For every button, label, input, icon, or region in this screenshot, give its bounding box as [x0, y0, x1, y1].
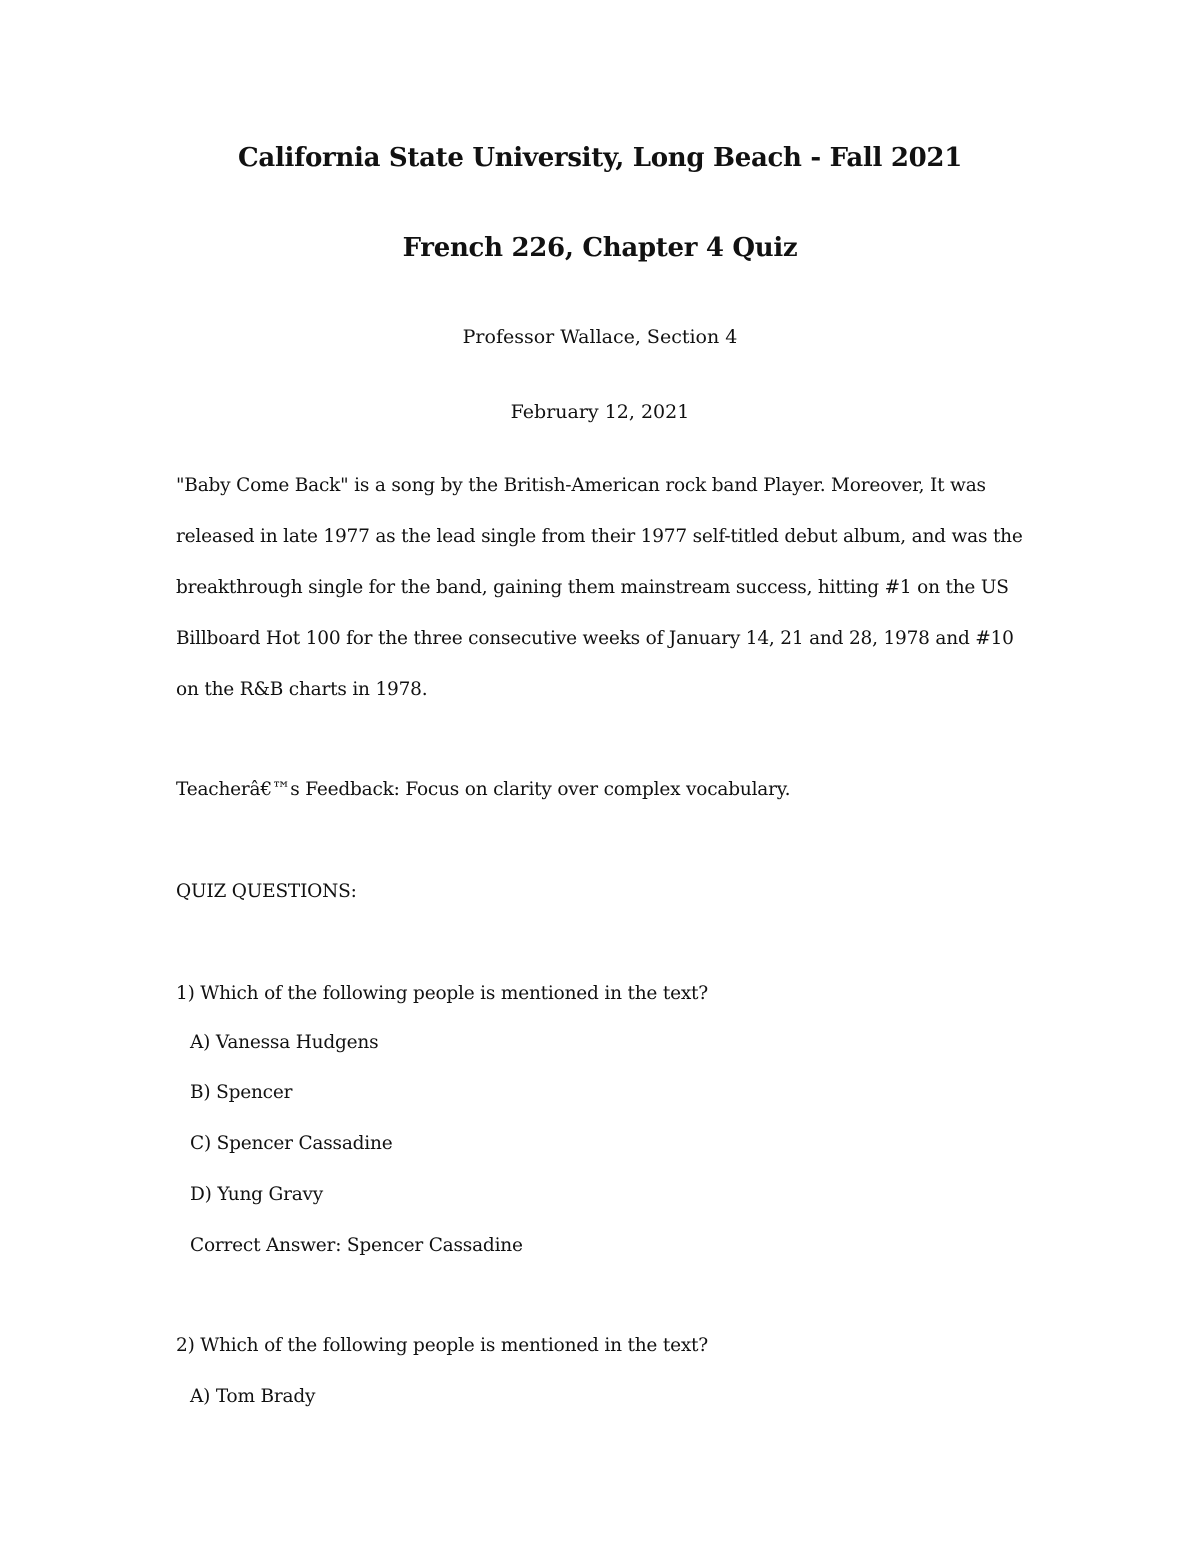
answer-option: D) Yung Gravy: [190, 1184, 324, 1205]
correct-answer: Correct Answer: Spencer Cassadine: [190, 1235, 523, 1256]
question-prompt: 1) Which of the following people is mentioned in the text?: [176, 983, 709, 1004]
teacher-feedback: Teacherâ€™s Feedback: Focus on clarity over complex vocabulary.: [176, 779, 791, 800]
quiz-date: February 12, 2021: [510, 401, 690, 423]
professor-line: Professor Wallace, Section 4: [462, 326, 738, 348]
passage-line: released in late 1977 as the lead single from their 1977 self-titled debut album, and was the: [176, 526, 1023, 547]
passage-line: "Baby Come Back" is a song by the British-American rock band Player. Moreover, It was: [176, 475, 986, 496]
quiz-title: French 226, Chapter 4 Quiz: [402, 233, 798, 263]
passage-line: breakthrough single for the band, gaining them mainstream success, hitting #1 on the US: [176, 577, 1009, 598]
answer-option: B) Spencer: [190, 1082, 293, 1103]
answer-option: C) Spencer Cassadine: [190, 1133, 393, 1154]
passage-line: on the R&B charts in 1978.: [176, 679, 428, 700]
question-prompt: 2) Which of the following people is mentioned in the text?: [176, 1335, 709, 1356]
answer-option: A) Vanessa Hudgens: [190, 1032, 379, 1053]
answer-option: A) Tom Brady: [190, 1386, 316, 1407]
passage-line: Billboard Hot 100 for the three consecutive weeks of January 14, 21 and 28, 1978 and #10: [176, 628, 1014, 649]
university-heading: California State University, Long Beach - Fall 2021: [238, 143, 962, 173]
quiz-questions-heading: QUIZ QUESTIONS:: [176, 881, 357, 902]
